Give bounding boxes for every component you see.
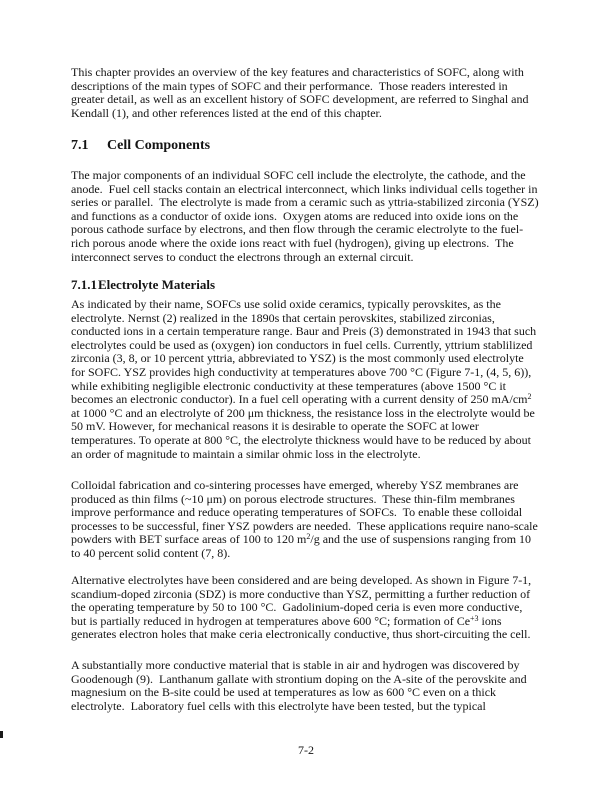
text-line: series or parallel. The electrolyte is made from a ceramic such as yttria-stabilized zirconia (YSZ) bbox=[71, 195, 539, 210]
text-line: and functions as a conductor of oxide ions. Oxygen atoms are reduced into oxide ions on the bbox=[71, 208, 519, 223]
text-line: at 1000 °C and an electrolyte of 200 μm thickness, the resistance loss in the electrolyte would be bbox=[71, 405, 535, 420]
text-line: electrolyte. Laboratory fuel cells with this electrolyte have been tested, but the typical bbox=[71, 698, 486, 713]
text-line: porous cathode surface by electrons, and then flow through the ceramic electrolyte to the fuel- bbox=[71, 222, 524, 237]
text-line: Kendall (1), and other references listed at the end of this chapter. bbox=[71, 105, 382, 120]
text-line: electrolytes could be used as (oxygen) ion conductors in fuel cells. Currently, yttrium stablilized bbox=[71, 337, 533, 352]
electrolyte-materials-paragraph-3 bbox=[71, 574, 571, 642]
section-number: 7.1.1 bbox=[71, 277, 97, 292]
electrolyte-materials-paragraph-2 bbox=[71, 479, 571, 561]
text-line: 50 mV. However, for mechanical reasons it is desirable to operate the SOFC at lower bbox=[71, 419, 479, 434]
text-line: while exhibiting negligible electronic conductivity at these temperatures (above 1500 °C it bbox=[71, 378, 507, 393]
text-line: zirconia (3, 8, or 10 percent yttria, abbreviated to YSZ) is the most commonly used electrolyte bbox=[71, 351, 524, 366]
text-line: magnesium on the B-site could be used at temperatures as low as 600 °C even on a thick bbox=[71, 685, 497, 700]
page-number: 7-2 bbox=[298, 743, 314, 757]
text-line: This chapter provides an overview of the key features and characteristics of SOFC, along with bbox=[71, 65, 524, 79]
text-line: Goodenough (9). Lanthanum gallate with strontium doping on the A-site of the perovskite and bbox=[71, 671, 527, 686]
text-line: conducted ions in a certain temperature range. Baur and Preis (3) demonstrated in 1943 that such bbox=[71, 324, 537, 339]
section-heading-7-1 bbox=[71, 137, 210, 154]
electrolyte-materials-paragraph-1 bbox=[71, 298, 571, 461]
text-line: interconnect serves to conduct the electrons through an external circuit. bbox=[71, 249, 414, 264]
section-title: Electrolyte Materials bbox=[98, 277, 216, 292]
section-title: Cell Components bbox=[107, 138, 211, 153]
text-line: generates electron holes that make ceria electronically conductive, thus short-circuiting the cell. bbox=[71, 627, 531, 642]
text-line: processes to be successful, finer YSZ powders are needed. These applications require nano-scale bbox=[71, 518, 538, 533]
section-heading-7-1-1 bbox=[71, 277, 215, 293]
text-line: produced as thin films (~10 μm) on porous electrode structures. These thin-film membranes bbox=[71, 491, 515, 506]
text-line: Colloidal fabrication and co-sintering processes have emerged, whereby YSZ membranes are bbox=[71, 478, 519, 492]
text-line: temperatures. To operate at 800 °C, the electrolyte thickness would have to be reduced by about bbox=[71, 432, 531, 447]
intro-paragraph bbox=[71, 66, 571, 120]
electrolyte-materials-paragraph-4 bbox=[71, 659, 571, 713]
section-number: 7.1 bbox=[71, 138, 89, 153]
text-line: rich porous anode where the oxide ions react with fuel (hydrogen), giving up electrons. The bbox=[71, 235, 514, 250]
text-line: scandium-doped zirconia (SDZ) is more conductive than YSZ, permitting a further reduction of bbox=[71, 586, 531, 601]
text-line: becomes an electronic conductor). In a fuel cell operating with a current density of 250 $mA/cm^2$ bbox=[71, 392, 532, 407]
cell-components-paragraph bbox=[71, 169, 571, 264]
text-line: A substantially more conductive material that is stable in air and hydrogen was discovered by bbox=[71, 658, 520, 672]
text-line: improve performance and reduce operating temperatures of SOFCs. To enable these colloidal bbox=[71, 505, 523, 520]
text-line: descriptions of the main types of SOFC and their performance. Those readers interested in bbox=[71, 78, 508, 93]
text-line: to 40 percent solid content (7, 8). bbox=[71, 545, 231, 560]
text-line: for SOFC. YSZ provides high conductivity at temperatures above 700 °C (Figure 7-1, (4, 5, 6)), bbox=[71, 364, 532, 379]
scan-artifact-mark bbox=[0, 731, 3, 738]
text-line: Alternative electrolytes have been considered and are being developed. As shown in Figure 7-1, bbox=[71, 573, 532, 587]
text-line: electrolyte. Nernst (2) realized in the 1890s that certain perovskites, stabilized zirconias, bbox=[71, 310, 495, 325]
text-line: As indicated by their name, SOFCs use solid oxide ceramics, typically perovskites, as the bbox=[71, 297, 501, 311]
text-line: but is partially reduced in hydrogen at temperatures above 600 °C; formation of $Ce^{+3}$ ions bbox=[71, 613, 502, 628]
text-line: greater detail, as well as an excellent history of SOFC development, are referred to Singhal and bbox=[71, 92, 529, 107]
text-line: the operating temperature by 50 to 100 °C. Gadolinium-doped ceria is even more conductive, bbox=[71, 600, 523, 615]
text-line: anode. Fuel cell stacks contain an electrical interconnect, which links individual cells together in bbox=[71, 181, 538, 196]
text-line: powders with BET surface areas of 100 to 120 $m^2/g$ and the use of suspensions ranging from 10 bbox=[71, 532, 532, 547]
text-line: an order of magnitude to maintain a similar ohmic loss in the electrolyte. bbox=[71, 446, 421, 461]
text-line: The major components of an individual SOFC cell include the electrolyte, the cathode, and the bbox=[71, 168, 526, 182]
